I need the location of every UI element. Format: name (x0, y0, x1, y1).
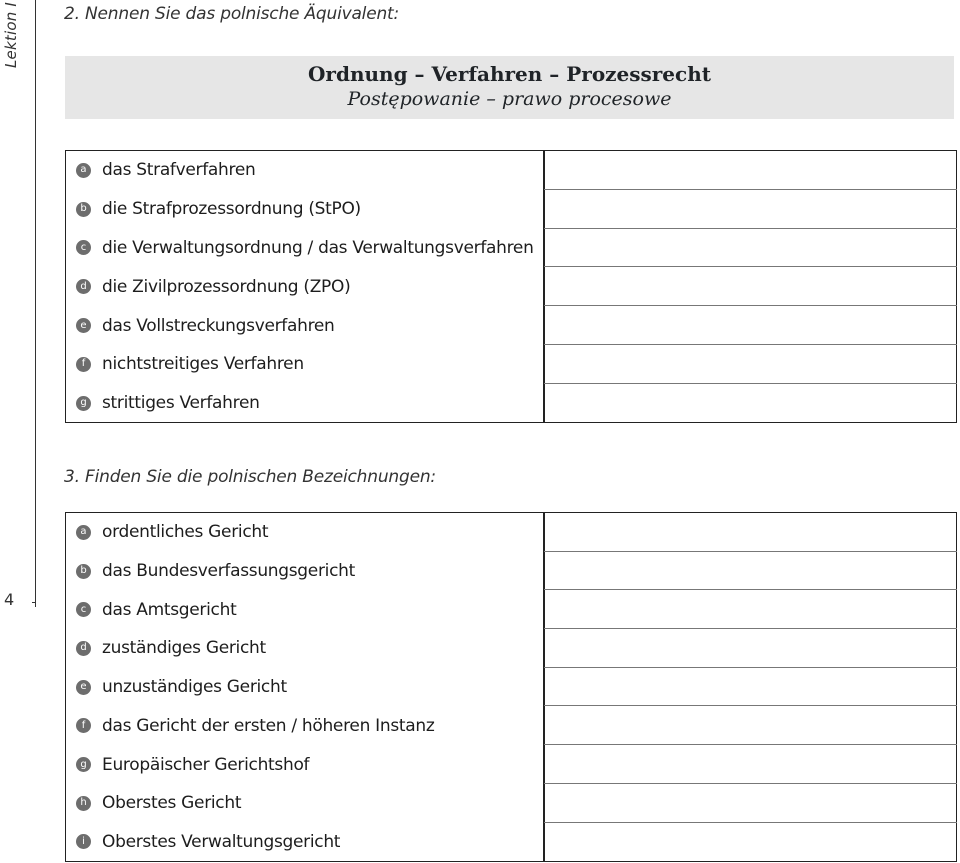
german-term: zuständiges Gericht (102, 638, 266, 659)
german-term: das Strafverfahren (102, 160, 256, 181)
table-column-divider (543, 151, 545, 422)
german-term: ordentliches Gericht (102, 522, 269, 543)
german-term: Oberstes Verwaltungsgericht (102, 831, 341, 852)
table-row (66, 590, 236, 629)
banner-title: Ordnung – Verfahren – Prozessrecht (308, 62, 711, 86)
task2-table (65, 150, 957, 423)
german-term: Oberstes Gericht (102, 793, 242, 814)
german-term: nichtstreitiges Verfahren (102, 354, 304, 375)
task3-table (65, 512, 957, 862)
table-row (66, 384, 260, 423)
german-term: Europäischer Gerichtshof (102, 754, 310, 775)
item-letter-badge: e (76, 318, 91, 333)
table-row (66, 784, 241, 823)
item-letter-badge: g (76, 396, 91, 411)
item-letter-badge: b (76, 564, 91, 579)
table-row (66, 823, 340, 862)
table-row (66, 629, 266, 668)
item-letter-badge: g (76, 757, 91, 772)
item-letter-badge: a (76, 163, 91, 178)
german-term: das Gericht der ersten / höheren Instanz (102, 715, 435, 736)
german-term: die Zivilprozessordnung (ZPO) (102, 276, 351, 297)
table-row (66, 190, 361, 229)
table-row (66, 513, 268, 552)
item-letter-badge: h (76, 796, 91, 811)
banner-subtitle: Postępowanie – prawo procesowe (347, 88, 672, 110)
task2-instruction: 2. Nennen Sie das polnische Äquivalent: (64, 4, 400, 24)
table-row (66, 229, 534, 268)
item-letter-badge: d (76, 641, 91, 656)
german-term: unzuständiges Gericht (102, 677, 287, 698)
table-column-divider (543, 513, 545, 861)
german-term: das Amtsgericht (102, 599, 237, 620)
table-row (66, 552, 355, 591)
table-row (66, 745, 309, 784)
item-letter-badge: b (76, 202, 91, 217)
table-row (66, 707, 434, 746)
item-letter-badge: c (76, 602, 91, 617)
table-row (66, 151, 255, 190)
item-letter-badge: f (76, 718, 91, 733)
german-term: die Strafprozessordnung (StPO) (102, 199, 361, 220)
lesson-side-label (0, 0, 30, 70)
table-row (66, 668, 287, 707)
item-letter-badge: f (76, 357, 91, 372)
item-letter-badge: c (76, 240, 91, 255)
table-row (66, 267, 350, 306)
table-row (66, 345, 304, 384)
german-term: die Verwaltungsordnung / das Verwaltungsverfahren (102, 237, 534, 258)
item-letter-badge: e (76, 680, 91, 695)
task3-instruction: 3. Finden Sie die polnischen Bezeichnungen: (64, 467, 436, 487)
topic-banner (65, 56, 954, 119)
german-term: das Vollstreckungsverfahren (102, 315, 335, 336)
german-term: das Bundesverfassungsgericht (102, 561, 355, 582)
margin-rule (35, 0, 36, 607)
page-number: 4 (4, 590, 15, 609)
item-letter-badge: i (76, 834, 91, 849)
page-number-tick (32, 602, 36, 603)
table-row (66, 306, 335, 345)
item-letter-badge: a (76, 525, 91, 540)
german-term: strittiges Verfahren (102, 393, 260, 414)
lesson-label-text: Lektion I (2, 2, 20, 68)
item-letter-badge: d (76, 279, 91, 294)
